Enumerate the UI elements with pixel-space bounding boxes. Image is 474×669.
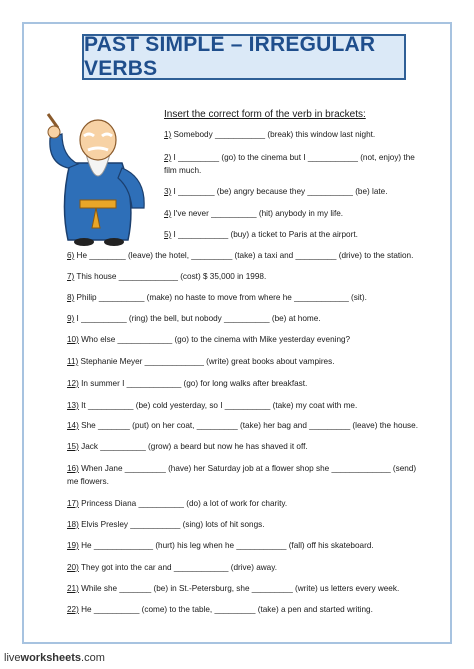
question-text-continued: film much.	[164, 165, 202, 175]
question-text: While she _______ (be) in St.-Petersburg, she _________ (write) us letters every week.	[78, 584, 400, 593]
question-number: 13)	[67, 401, 79, 410]
question-number: 14)	[67, 421, 79, 430]
footer-logo: liveworksheets.com	[4, 652, 105, 664]
wise-man-illustration	[40, 108, 150, 248]
question-number: 11)	[67, 357, 79, 366]
question-item	[67, 519, 265, 532]
question-item	[67, 463, 416, 488]
question-item	[67, 250, 413, 263]
question-number: 9)	[67, 314, 75, 323]
question-number: 1)	[164, 130, 172, 139]
question-item	[67, 583, 399, 596]
question-number: 7)	[67, 272, 75, 281]
question-text: Jack __________ (grow) a beard but now he has shaved it off.	[78, 442, 308, 451]
question-item	[164, 186, 388, 199]
question-item	[67, 378, 307, 391]
question-item	[67, 540, 374, 553]
question-text-continued: me flowers.	[67, 476, 109, 486]
question-number: 6)	[67, 251, 75, 260]
question-item	[67, 292, 367, 305]
question-item	[164, 129, 375, 142]
question-number: 18)	[67, 520, 79, 529]
question-number: 2)	[164, 153, 172, 162]
question-number: 10)	[67, 335, 79, 344]
question-text: He _____________ (hurt) his leg when he ___________ (fall) off his skateboard.	[78, 541, 374, 550]
question-number: 3)	[164, 187, 172, 196]
question-text: It __________ (be) cold yesterday, so I __________ (take) my coat with me.	[78, 401, 358, 410]
question-text: In summer I ____________ (go) for long walks after breakfast.	[78, 379, 308, 388]
question-text: I've never __________ (hit) anybody in my life.	[171, 209, 344, 218]
question-text: This house _____________ (cost) $ 35,000 in 1998.	[74, 272, 267, 281]
question-number: 12)	[67, 379, 79, 388]
question-text: When Jane _________ (have) her Saturday job at a flower shop she _____________ (send)	[78, 464, 417, 473]
question-number: 15)	[67, 442, 79, 451]
question-item	[67, 356, 334, 369]
question-item	[67, 420, 418, 433]
question-item	[164, 152, 415, 177]
question-text: He __________ (come) to the table, _________ (take) a pen and started writing.	[78, 605, 373, 614]
question-text: She _______ (put) on her coat, _________ (take) her bag and _________ (leave) the house.	[78, 421, 418, 430]
title-box	[82, 34, 406, 80]
question-number: 21)	[67, 584, 79, 593]
page-title: PAST SIMPLE – IRREGULAR VERBS	[84, 33, 376, 80]
question-text: He ________ (leave) the hotel, _________ (take) a taxi and _________ (drive) to the station.	[74, 251, 414, 260]
question-text: They got into the car and ____________ (drive) away.	[78, 563, 277, 572]
question-item	[67, 498, 287, 511]
question-number: 19)	[67, 541, 79, 550]
question-text: Who else ____________ (go) to the cinema with Mike yesterday evening?	[78, 335, 351, 344]
question-item	[67, 441, 308, 454]
question-text: Princess Diana __________ (do) a lot of work for charity.	[78, 499, 288, 508]
question-text: I _________ (go) to the cinema but I ___________ (not, enjoy) the	[171, 153, 415, 162]
question-number: 8)	[67, 293, 75, 302]
question-number: 20)	[67, 563, 79, 572]
question-text: Philip __________ (make) no haste to move from where he ____________ (sit).	[74, 293, 367, 302]
instruction: Insert the correct form of the verb in brackets:	[164, 109, 366, 120]
question-item	[164, 229, 358, 242]
question-number: 16)	[67, 464, 79, 473]
question-item	[67, 313, 321, 326]
question-item	[164, 208, 343, 221]
question-item	[67, 271, 266, 284]
question-item	[67, 334, 350, 347]
question-text: Stephanie Meyer _____________ (write) great books about vampires.	[78, 357, 335, 366]
question-number: 22)	[67, 605, 79, 614]
question-text: I ___________ (buy) a ticket to Paris at the airport.	[171, 230, 358, 239]
question-number: 5)	[164, 230, 172, 239]
question-item	[67, 562, 277, 575]
question-item	[67, 604, 373, 617]
question-item	[67, 400, 357, 413]
question-number: 17)	[67, 499, 79, 508]
question-text: Somebody ___________ (break) this window last night.	[171, 130, 376, 139]
question-number: 4)	[164, 209, 172, 218]
question-text: Elvis Presley ___________ (sing) lots of hit songs.	[78, 520, 265, 529]
question-text: I __________ (ring) the bell, but nobody __________ (be) at home.	[74, 314, 321, 323]
question-text: I ________ (be) angry because they __________ (be) late.	[171, 187, 388, 196]
